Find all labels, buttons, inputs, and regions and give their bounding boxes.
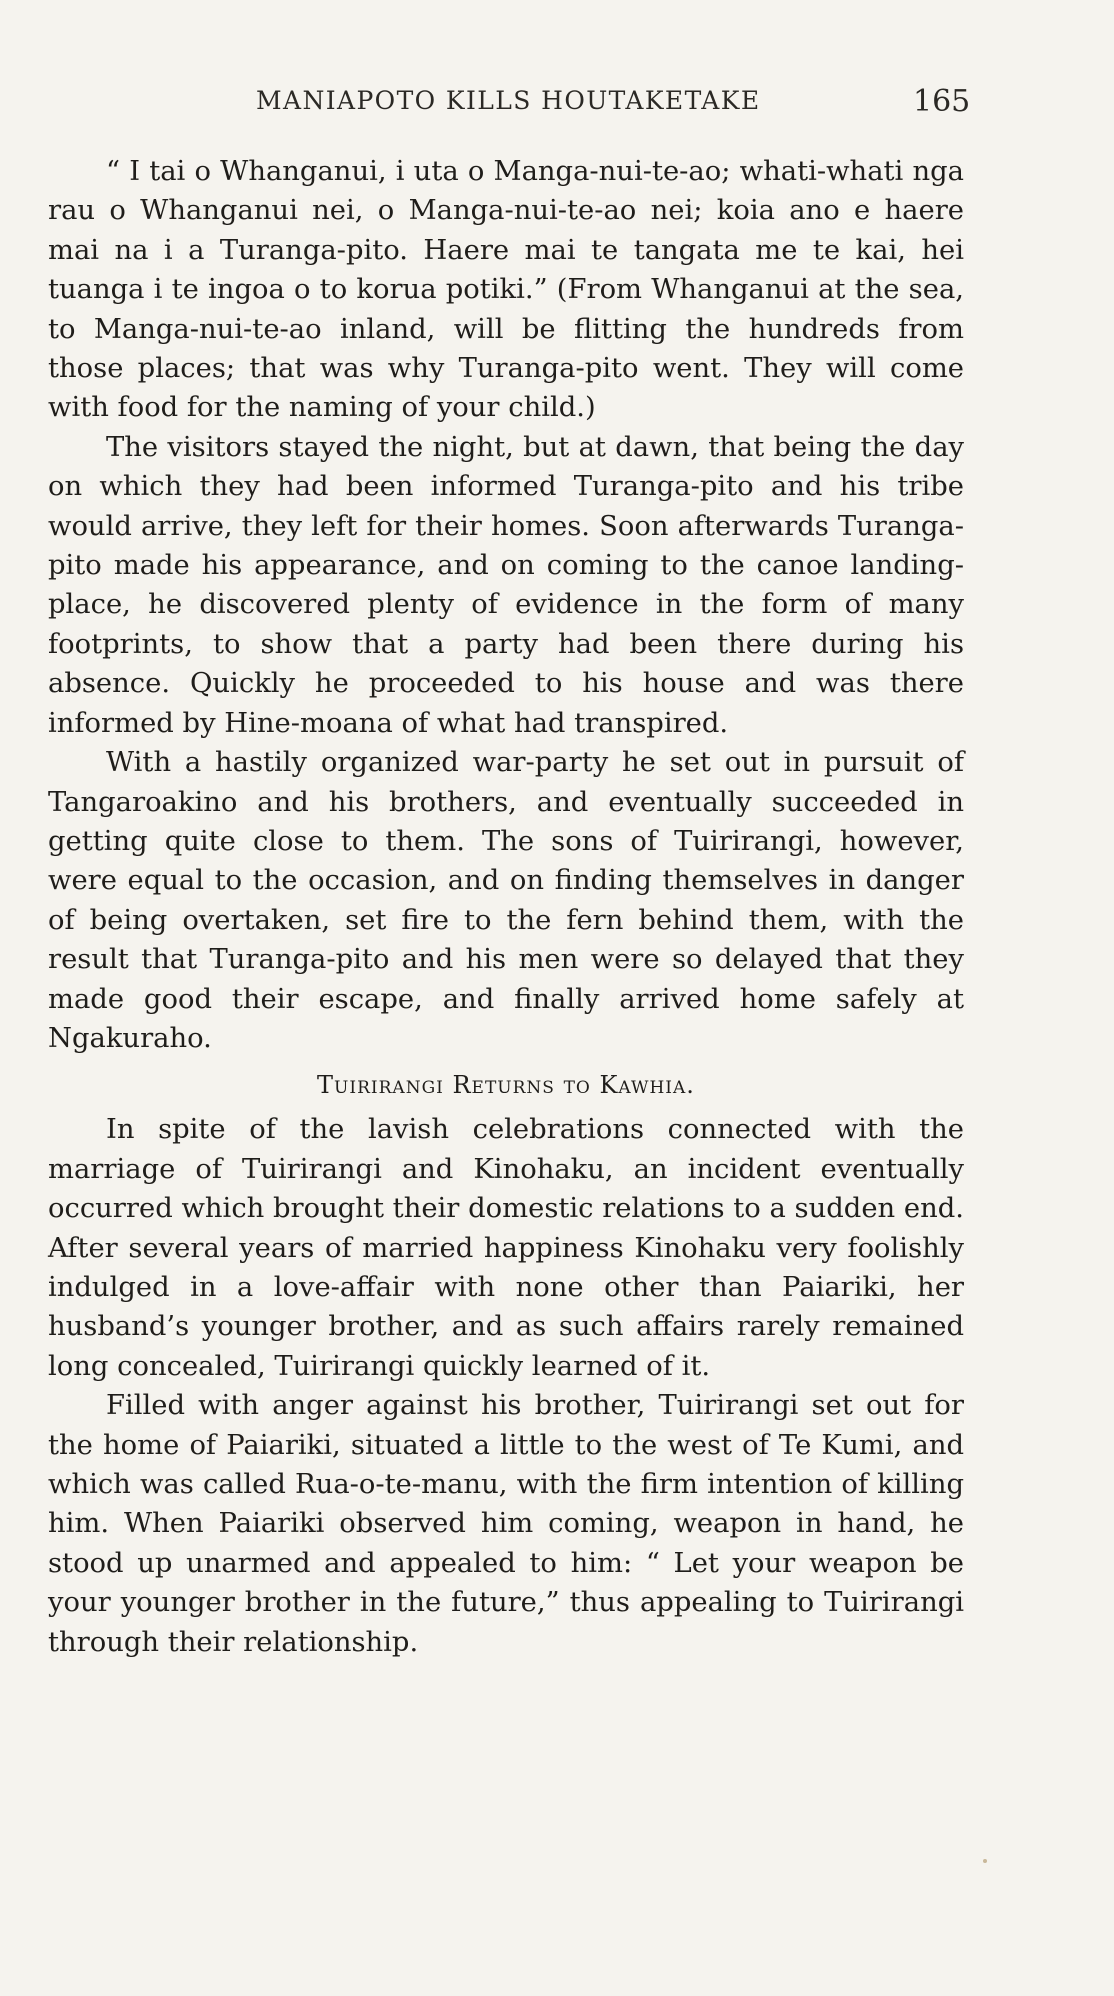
section-heading: Tuirirangi Returns to Kawhia.: [317, 1071, 695, 1100]
page-body: [48, 152, 964, 1662]
running-title: MANIAPOTO KILLS HOUTAKETAKE: [256, 86, 761, 115]
paragraph-visitors: The visitors stayed the night, but at dawn, that being the day on which they had been informed Turanga-pito and his tribe would arrive, they left for their homes. Soon afterwards Turanga-pito made his appearance, and on coming to the canoe landing-place, he discovered plenty of evidence in the form of many footprints, to show that a party had been there during his absence. Quickly he proceeded to his house and was there informed by Hine-moana of what had transpired.: [48, 431, 964, 739]
paper-speck: [983, 1859, 987, 1863]
paragraph-war-party: With a hastily organized war-party he set out in pursuit of Tangaroakino and his brothers, and eventually succeeded in getting quite close to them. The sons of Tuirirangi, however, were equal to the occasion, and on finding themselves in danger of being overtaken, set fire to the fern behind them, with the result that Turanga-pito and his men were so delayed that they made good their escape, and finally arrived home safely at Ngakuraho.: [48, 747, 964, 1054]
paragraph-quote: “ I tai o Whanganui, i uta o Manga-nui-te-ao; whati-whati nga rau o Whanganui nei, o Manga-nui-te-ao nei; koia ano e haere mai na i a Turanga-pito. Haere mai te tangata me te kai, hei tuanga i te ingoa o to korua potiki.” (From Whanganui at the sea, to Manga-nui-te-ao inland, will be flitting the hundreds from those places; that was why Turanga-pito went. They will come with food for the naming of your child.): [48, 156, 964, 424]
page-number: 165: [913, 84, 971, 119]
paragraph-anger: Filled with anger against his brother, Tuirirangi set out for the home of Paiariki, situated a little to the west of Te Kumi, and which was called Rua-o-te-manu, with the firm intention of killing him. When Paiariki observed him coming, weapon in hand, he stood up unarmed and appealed to him: “ Let your weapon be your younger brother in the future,” thus appealing to Tuirirangi through their relationship.: [48, 1390, 964, 1658]
paragraph-marriage: In spite of the lavish celebrations connected with the marriage of Tuirirangi and Kinohaku, an incident eventually occurred which brought their domestic relations to a sudden end. After several years of married happiness Kinohaku very foolishly indulged in a love-affair with none other than Paiariki, her husband’s younger brother, and as such affairs rarely remained long concealed, Tuirirangi quickly learned of it.: [48, 1114, 964, 1382]
